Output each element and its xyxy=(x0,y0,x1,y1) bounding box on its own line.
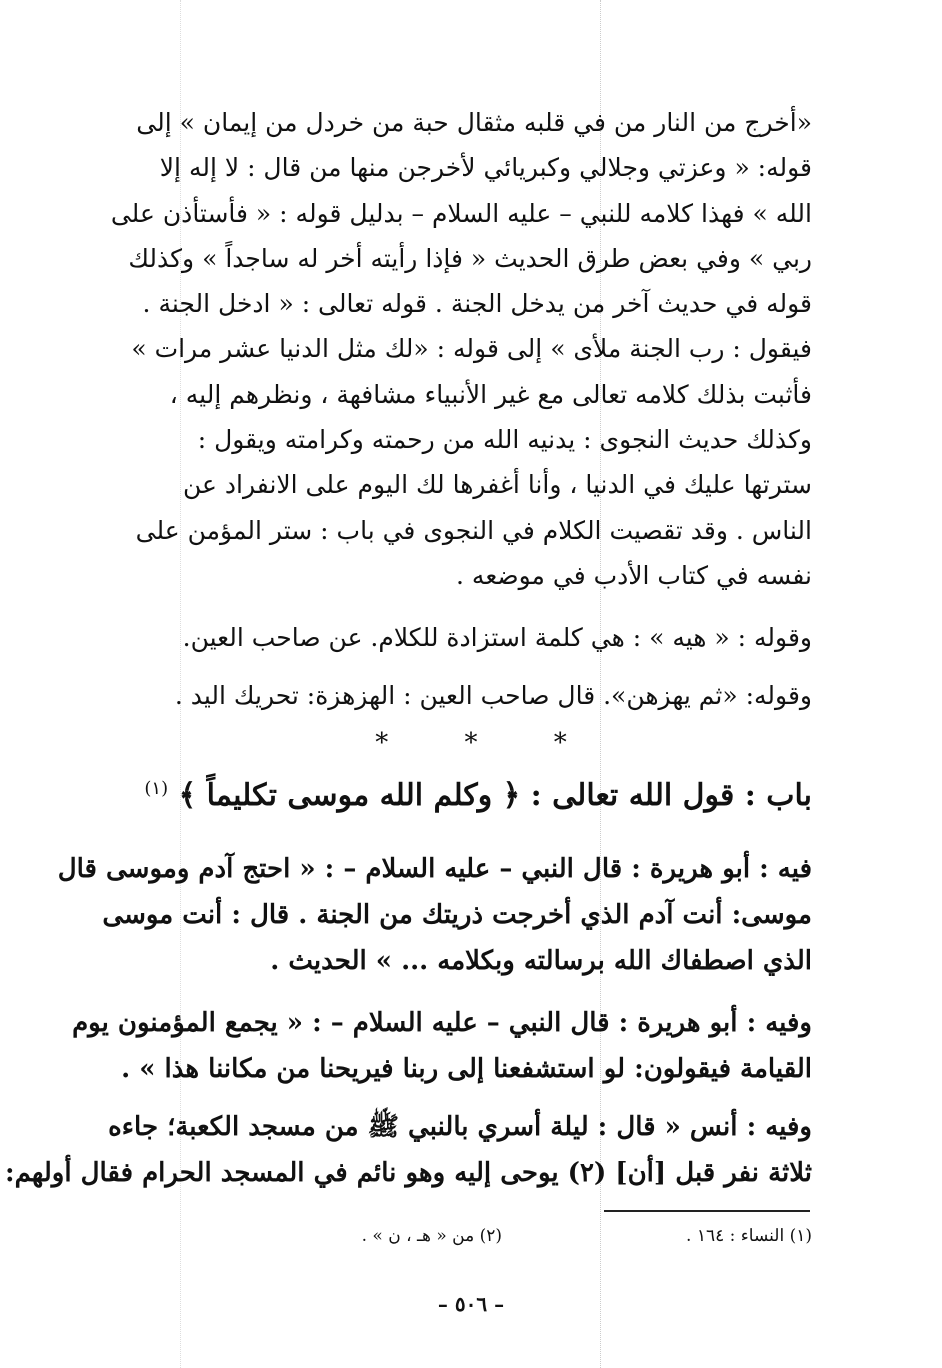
page-number: – ٥٠٦ – xyxy=(437,1292,505,1316)
text-line: فيقول : رب الجنة ملأى » إلى قوله : «لك مثل الدنيا عشر مرات » xyxy=(131,334,812,364)
hadith-paragraph xyxy=(72,1000,812,1092)
explanation-note: وقوله : « هيه » : هي كلمة استزادة للكلام. عن صاحب العين. xyxy=(182,623,812,652)
star-ornament: * xyxy=(464,728,478,758)
text-line: ثلاثة نفر قبل [أن] (٢) يوحى إليه وهو نائم في المسجد الحرام فقال أولهم: xyxy=(4,1158,812,1188)
star-ornament: * xyxy=(553,728,567,758)
explanation-note: وقوله: «ثم يهزهن». قال صاحب العين : الهزهزة: تحريك اليد . xyxy=(174,681,812,710)
text-line: نفسه في كتاب الأدب في موضعه . xyxy=(456,560,812,590)
footnote-1: (١) النساء : ١٦٤ . xyxy=(686,1226,812,1246)
text-line: الناس . وقد تقصيت الكلام في النجوى في باب : ستر المؤمن على xyxy=(135,515,812,545)
text-line: وكذلك حديث النجوى : يدنيه الله من رحمته وكرامته ويقول : xyxy=(197,425,812,455)
chapter-heading xyxy=(128,778,812,813)
text-line: سترتها عليك في الدنيا ، وأنا أغفرها لك اليوم على الانفراد عن xyxy=(183,470,812,500)
footnote-separator xyxy=(604,1210,810,1212)
text-line: وفيه : أنس « قال : ليلة أسري بالنبي ﷺ من مسجد الكعبة؛ جاءه xyxy=(108,1112,812,1142)
text-line: فيه : أبو هريرة : قال النبي – عليه السلام – : « احتج آدم وموسى قال xyxy=(57,854,812,884)
text-line: موسى: أنت آدم الذي أخرجت ذريتك من الجنة . قال : أنت موسى xyxy=(102,900,812,930)
text-line: فأثبت بذلك كلامه تعالى مع غير الأنبياء مشافهة ، ونظرهم إليه ، xyxy=(169,379,812,409)
footnote-ref: (١) xyxy=(144,778,169,799)
text-line: ربي » وفي بعض طرق الحديث « فإذا رأيته أخر له ساجداً » وكذلك xyxy=(128,243,812,273)
hadith-paragraph xyxy=(57,846,812,984)
text-line: «أخرج من النار من في قلبه مثقال حبة من خردل من إيمان » إلى xyxy=(136,108,812,137)
text-line: قوله في حديث آخر من يدخل الجنة . قوله تعالى : « ادخل الجنة . xyxy=(142,289,812,319)
text-line: وفيه : أبو هريرة : قال النبي – عليه السلام – : « يجمع المؤمنون يوم xyxy=(72,1008,812,1038)
footnote-2: (٢) من « هـ ، ن » . xyxy=(361,1226,502,1246)
text-line: الله » فهذا كلامه للنبي – عليه السلام – بدليل قوله : « فأستأذن على xyxy=(110,198,812,228)
text-line: الذي اصطفاك الله برسالته وبكلامه ... » الحديث . xyxy=(270,946,812,976)
text-line: القيامة فيقولون: لو استشفعنا إلى ربنا فيريحنا من مكاننا هذا » . xyxy=(121,1054,812,1084)
hadith-paragraph xyxy=(4,1104,812,1196)
chapter-heading-text: باب : قول الله تعالى : ﴿ وكلم الله موسى تكليماً ﴾ xyxy=(178,778,812,813)
star-ornament: * xyxy=(375,728,389,758)
section-divider-stars xyxy=(0,728,942,758)
main-paragraph xyxy=(110,100,812,598)
text-line: قوله: « وعزتي وجلالي وكبريائي لأخرجن منها من قال : لا إله إلا xyxy=(159,153,812,183)
